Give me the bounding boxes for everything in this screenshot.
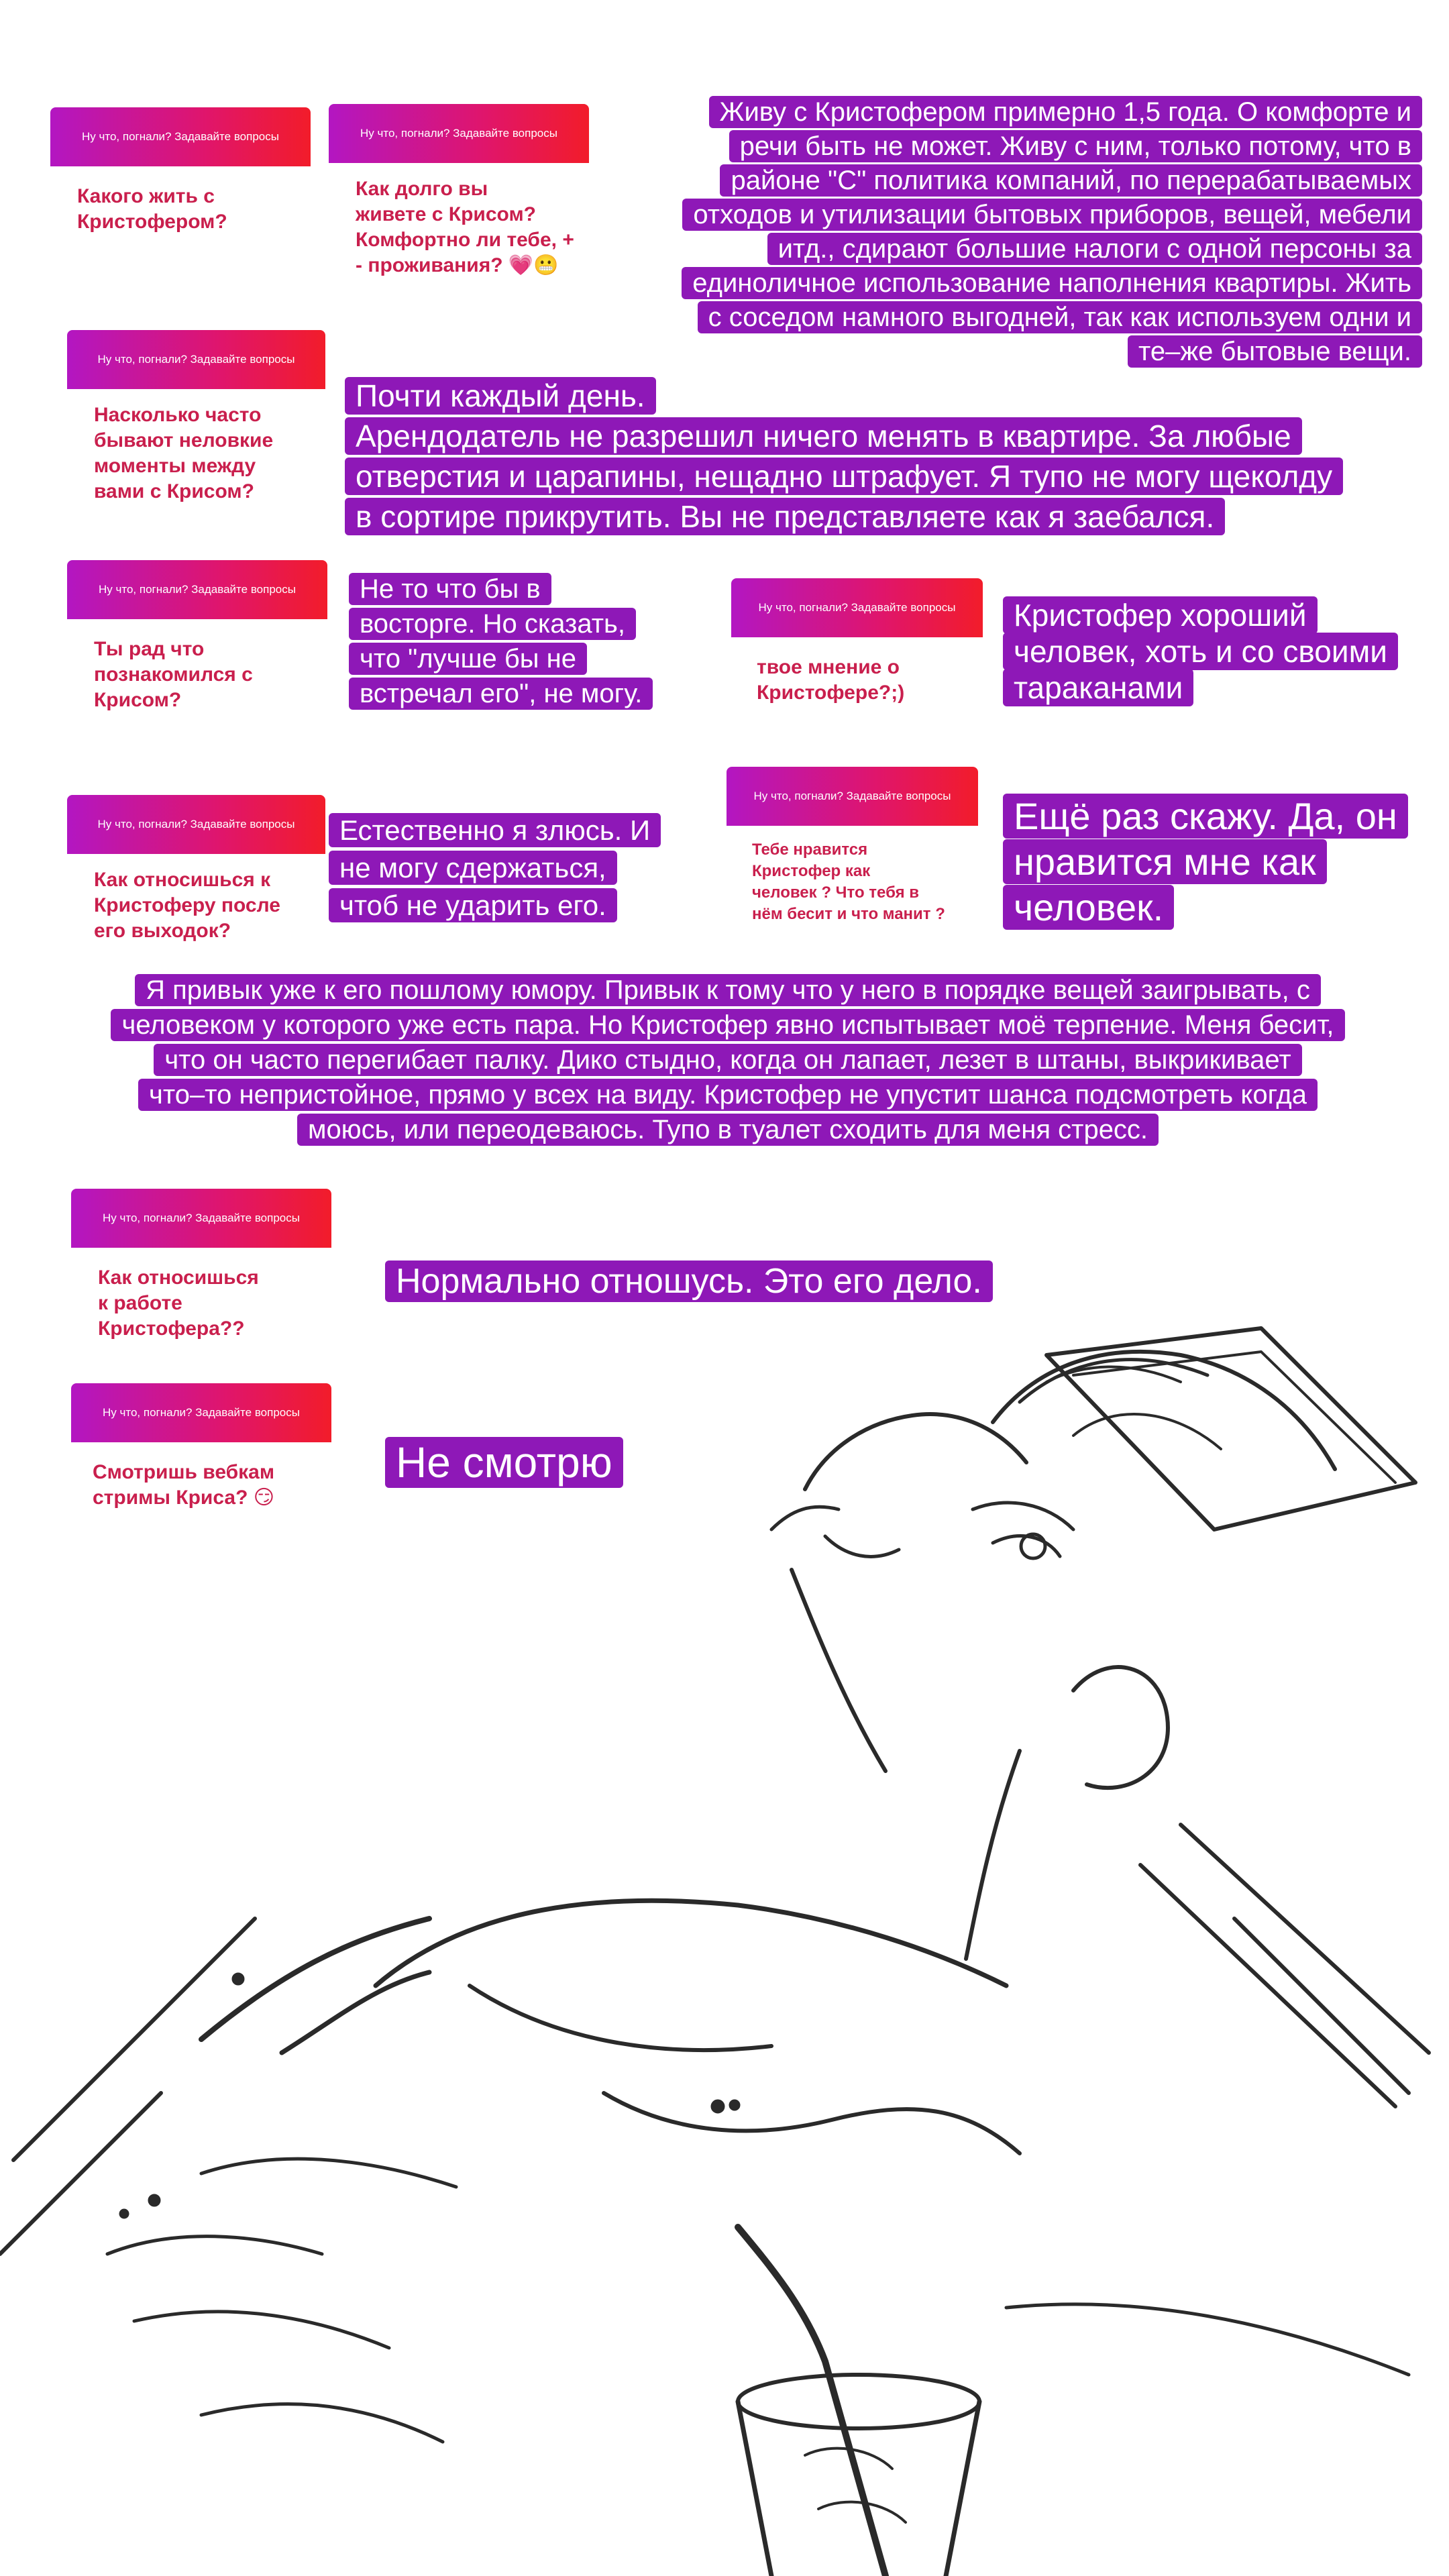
answer-2: Почти каждый день. Арендодатель не разрешил ничего менять в квартире. За любые отверстия и царапины, нещадно штрафует. Я тупо не могу щеколду в сортире прикрутить. Вы не представляете как я заебался. (345, 376, 1432, 537)
answer-1: Живу с Кристофером примерно 1,5 года. О комфорте и речи быть не может. Живу с ним, только потому, что в районе "С" политика компаний, по перерабатываемых отходов и утилизации бытовых приборов, вещей, мебели итд., сдирают большие налоги с одной персоны за единоличное использование наполнения квартиры. Жить с соседом намного выгодней, так как используем одни и те–же бытовые вещи. (597, 95, 1422, 369)
question-text: Ты рад что познакомился с Крисом? (94, 638, 253, 711)
question-card-1 (50, 107, 311, 268)
card-header: Ну что, погнали? Задавайте вопросы (67, 560, 327, 619)
card-header: Ну что, погнали? Задавайте вопросы (71, 1383, 331, 1442)
answer-4: Кристофер хороший человек, хоть и со своими тараканами (1003, 597, 1419, 706)
question-text: Как относишься к Кристоферу после его выходок? (94, 869, 280, 942)
sketch-illustration (0, 1315, 1449, 2576)
question-text: Тебе нравится Кристофер как человек ? Что тебя в нём бесит и что манит ? (752, 841, 945, 923)
question-text: Насколько часто бывают неловкие моменты между вами с Крисом? (94, 404, 274, 502)
answer-7: Я привык уже к его пошлому юмору. Привык к тому что у него в порядке вещей заигрывать, с человеком у которого уже есть пара. Но Кристофер явно испытывает моё терпение. Меня бесит, что он часто перегибает палку. Дико стыдно, когда он лапает, лезет в штаны, выкрикивает что–то непристойное, прямо у всех на виду. Кристофер не упустит шанса подсмотреть когда моюсь, или переодеваюсь. Тупо в туалет сходить для меня стресс. (40, 973, 1415, 1147)
question-text: твое мнение о Кристофере?;) (757, 656, 905, 704)
question-text: Смотришь вебкам стримы Криса? 😏 (93, 1461, 275, 1509)
answer-5: Естественно я злюсь. И не могу сдержаться, чтоб не ударить его. (329, 812, 704, 924)
question-card-3 (67, 330, 325, 525)
card-header: Ну что, погнали? Задавайте вопросы (731, 578, 983, 637)
card-header: Ну что, погнали? Задавайте вопросы (50, 107, 311, 166)
answer-6: Ещё раз скажу. Да, он нравится мне как человек. (1003, 794, 1432, 930)
question-card-2 (329, 104, 589, 299)
card-header: Ну что, погнали? Задавайте вопросы (727, 767, 978, 826)
question-text: Какого жить с Кристофером? (77, 185, 227, 233)
question-card-7 (727, 767, 978, 948)
question-card-4 (67, 560, 327, 735)
question-text: Как относишься к работе Кристофера?? (98, 1267, 259, 1340)
question-text: Как долго вы живете с Крисом? Комфортно ли тебе, + - проживания? 💗😬 (356, 178, 574, 276)
card-header: Ну что, погнали? Задавайте вопросы (67, 330, 325, 389)
answer-9: Не смотрю (385, 1436, 720, 1489)
question-card-5 (731, 578, 983, 726)
question-card-6 (67, 795, 325, 956)
answer-3: Не то что бы в восторге. Но сказать, что "лучше бы не встречал его", не могу. (349, 572, 691, 711)
card-header: Ну что, погнали? Задавайте вопросы (329, 104, 589, 163)
card-header: Ну что, погнали? Задавайте вопросы (67, 795, 325, 854)
card-header: Ну что, погнали? Задавайте вопросы (71, 1189, 331, 1248)
answer-8: Нормально отношусь. Это его дело. (385, 1257, 1123, 1305)
